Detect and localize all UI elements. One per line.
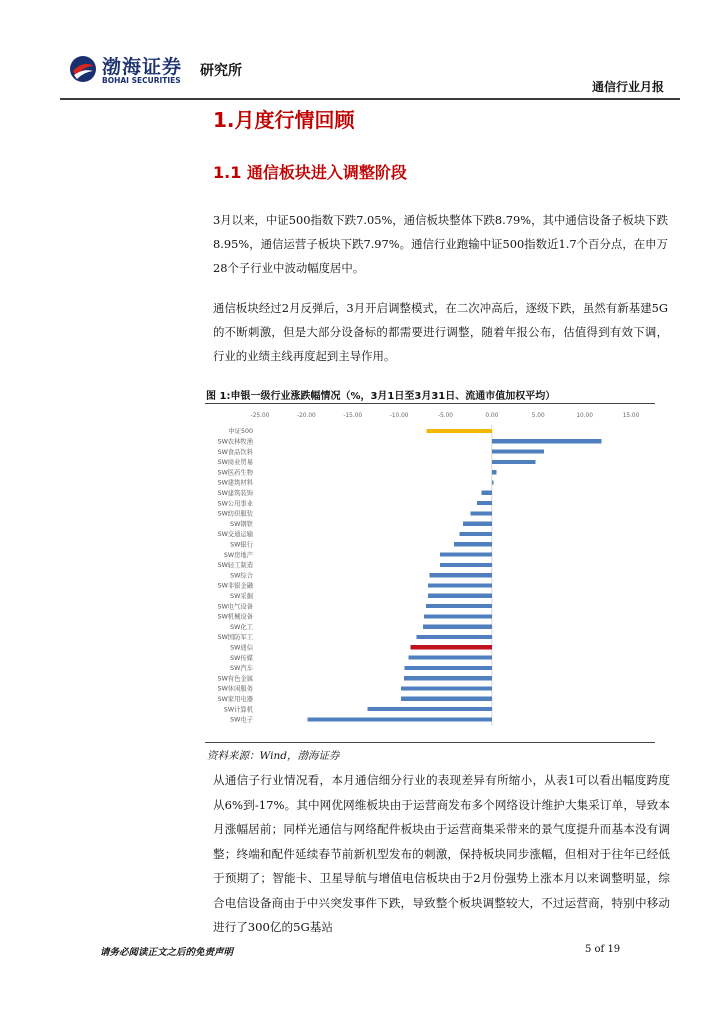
bar-SW农林牧渔 <box>492 439 601 443</box>
page-header <box>60 46 680 98</box>
category-label: SW商业贸易 <box>217 459 253 467</box>
category-label: SW家用电器 <box>217 696 253 703</box>
paragraph-3: 从通信子行业情况看，本月通信细分行业的表现差异有所缩小，从表1可以看出幅度跨度从6%到-17%。其中网优网维板块由于运营商发布多个网络设计维护大集采订单，导致本月涨幅居前；同样光通信与网络配件板块由于运营商集采带来的景气度提升而基本没有调整；终端和配件延续春节前新机型发布的刺激，保持板块同步涨幅，但相对于往年已经低于预期了；智能卡、卫星导航与增值电信板块由于2月份强势上涨本月以来调整明显，综合电信设备商由于中兴突发事件下跌，导致整个板块调整较大，不过运营商，特别中移动进行了300亿的5G基站 <box>213 773 670 934</box>
bar-SW采掘 <box>428 594 492 598</box>
category-label: SW房地产 <box>223 551 253 559</box>
bar-SW机械设备 <box>424 614 492 618</box>
bar-SW有色金属 <box>404 676 492 680</box>
category-label: SW食品饮料 <box>217 448 253 456</box>
figure-bottom-rule <box>205 742 655 743</box>
category-label: SW交通运输 <box>217 531 253 539</box>
category-label: SW电子 <box>230 716 253 724</box>
bar-SW食品饮料 <box>492 450 544 454</box>
bar-SW轻工制造 <box>440 563 492 567</box>
bar-中证500 <box>426 429 491 433</box>
figure-title: 图 1:申银一级行业涨跌幅情况（%，3月1日至3月31日、流通市值加权平均） <box>206 391 556 402</box>
paragraph-2: 通信板块经过2月反弹后，3月开启调整模式，在二次冲高后，逐级下跌，虽然有新基建5G的不断刺激，但是大部分设备标的都需要进行调整，随着年报公布，估值得到有效下调，行业的业绩主线再度起到主导作用。 <box>213 301 668 363</box>
category-label: SW化工 <box>230 623 253 631</box>
bar-SW非银金融 <box>428 583 492 587</box>
x-tick-label: -15.00 <box>343 413 363 419</box>
category-label: SW纺织服装 <box>217 510 253 518</box>
x-tick-label: -5.00 <box>438 413 453 419</box>
paragraph-1: 3月以来，中证500指数下跌7.05%，通信板块整体下跌8.79%，其中通信设备子板块下跌8.95%，通信运营子板块下跌7.97%。通信行业跑输中证500指数近1.7个百分点，在申万28个子行业中波动幅度居中。 <box>213 213 668 275</box>
category-label: SW钢铁 <box>230 520 253 528</box>
category-label: SW农林牧渔 <box>217 438 253 446</box>
logo-chinese-name: 渤海证券 <box>102 56 183 78</box>
category-label: SW计算机 <box>223 706 253 714</box>
category-label: SW机械设备 <box>217 613 253 621</box>
category-label: 中证500 <box>228 428 253 436</box>
category-label: SW公用事业 <box>217 500 253 508</box>
category-label: SW建筑装饰 <box>217 490 253 497</box>
bar-SW休闲服务 <box>401 686 492 690</box>
category-label: SW医药生物 <box>217 469 253 477</box>
category-label: SW通信 <box>230 644 253 652</box>
x-tick-label: -10.00 <box>389 413 409 419</box>
category-label: SW传媒 <box>230 654 253 662</box>
x-tick-label: 10.00 <box>576 413 593 419</box>
bohai-logo-icon <box>68 54 98 84</box>
category-label: SW非银金融 <box>217 582 253 590</box>
bar-SW计算机 <box>368 707 492 711</box>
figure-source: 资料来源：Wind，渤海证券 <box>207 750 340 762</box>
logo-english-name: BOHAI SECURITIES <box>102 76 181 85</box>
category-label: SW银行 <box>230 541 253 549</box>
bar-SW传媒 <box>408 656 491 660</box>
figure-top-rule <box>205 403 655 404</box>
bar-SW房地产 <box>440 553 492 557</box>
x-tick-label: 15.00 <box>622 413 640 419</box>
bar-SW电气设备 <box>426 604 492 608</box>
bar-SW钢铁 <box>463 522 492 526</box>
bar-SW综合 <box>430 573 492 577</box>
bar-SW建筑装饰 <box>482 491 492 495</box>
bar-SW化工 <box>423 625 492 629</box>
report-type: 通信行业月报 <box>591 80 664 94</box>
bar-SW建筑材料 <box>492 480 494 484</box>
bar-SW通信 <box>410 645 492 649</box>
category-label: SW轻工制造 <box>217 562 253 570</box>
x-tick-label: -25.00 <box>250 413 270 419</box>
category-label: SW国防军工 <box>217 634 253 642</box>
bar-SW交通运输 <box>459 532 491 536</box>
section-subtitle: 1.1 通信板块进入调整阶段 <box>213 163 407 182</box>
bar-SW银行 <box>454 542 492 546</box>
header-divider <box>60 98 680 100</box>
category-label: SW建筑材料 <box>217 479 253 487</box>
bar-SW汽车 <box>405 666 492 670</box>
bar-SW纺织服装 <box>471 511 492 515</box>
bar-SW家用电器 <box>401 697 492 701</box>
category-label: SW有色金属 <box>217 675 253 683</box>
section-title: 1.月度行情回顾 <box>213 108 355 132</box>
category-label: SW综合 <box>230 572 253 580</box>
bar-SW国防军工 <box>417 635 492 639</box>
bar-SW商业贸易 <box>492 460 536 464</box>
x-tick-label: 0.00 <box>485 413 499 419</box>
x-tick-label: 5.00 <box>531 413 545 419</box>
industry-return-bar-chart <box>205 406 655 740</box>
category-label: SW采掘 <box>230 593 253 600</box>
page-number: 5 of 19 <box>585 944 621 955</box>
category-label: SW汽车 <box>230 665 253 673</box>
category-label: SW电气设备 <box>217 603 253 611</box>
bar-SW公用事业 <box>477 501 492 505</box>
category-label: SW休闲服务 <box>217 685 253 693</box>
bar-SW医药生物 <box>492 470 497 474</box>
x-tick-label: -20.00 <box>297 413 316 419</box>
institute-label: 研究所 <box>200 63 242 79</box>
bar-SW电子 <box>307 717 492 721</box>
disclaimer-note: 请务必阅读正文之后的免责声明 <box>100 947 234 958</box>
